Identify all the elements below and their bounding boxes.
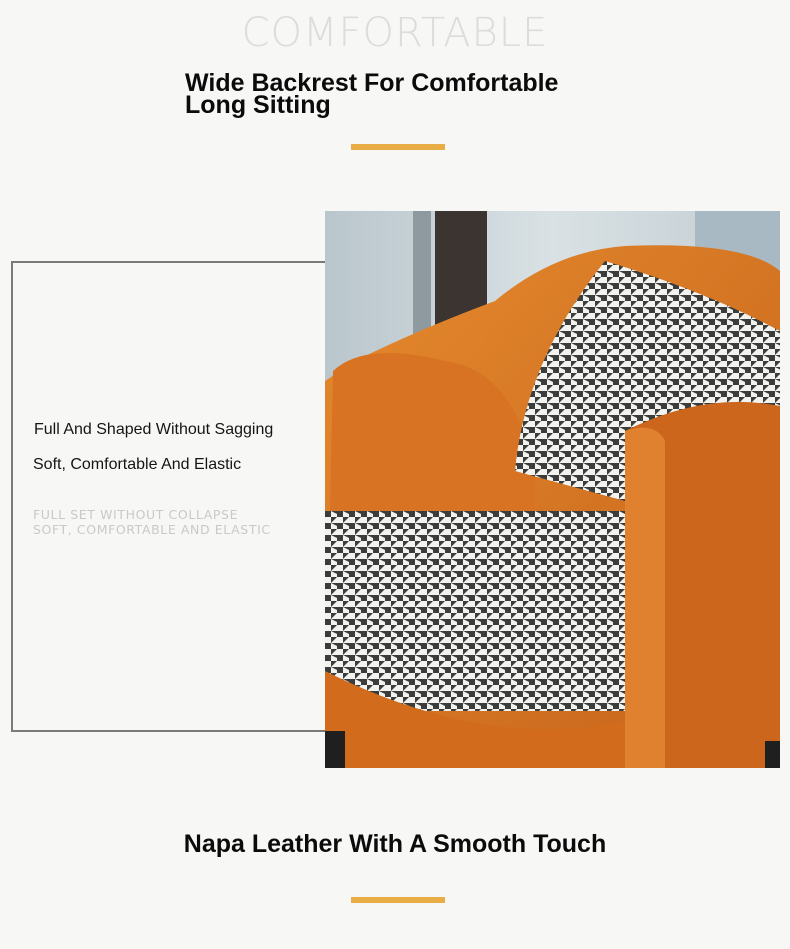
feature-subtext-1: FULL SET WITHOUT COLLAPSE (33, 507, 239, 522)
feature-frame (11, 261, 325, 732)
accent-underline-bottom (351, 897, 445, 903)
accent-underline-top (351, 144, 445, 150)
leather-heading: Napa Leather With A Smooth Touch (183, 830, 607, 858)
section-watermark-title: COMFORTABLE (241, 10, 549, 56)
feature-line-2: Soft, Comfortable And Elastic (33, 456, 242, 473)
feature-line-1: Full And Shaped Without Sagging (34, 421, 274, 438)
feature-subtext-2: SOFT, COMFORTABLE AND ELASTIC (33, 522, 271, 537)
backrest-heading: Wide Backrest For Comfortable Long Sitting (185, 69, 559, 119)
armchair-photo (325, 211, 780, 768)
